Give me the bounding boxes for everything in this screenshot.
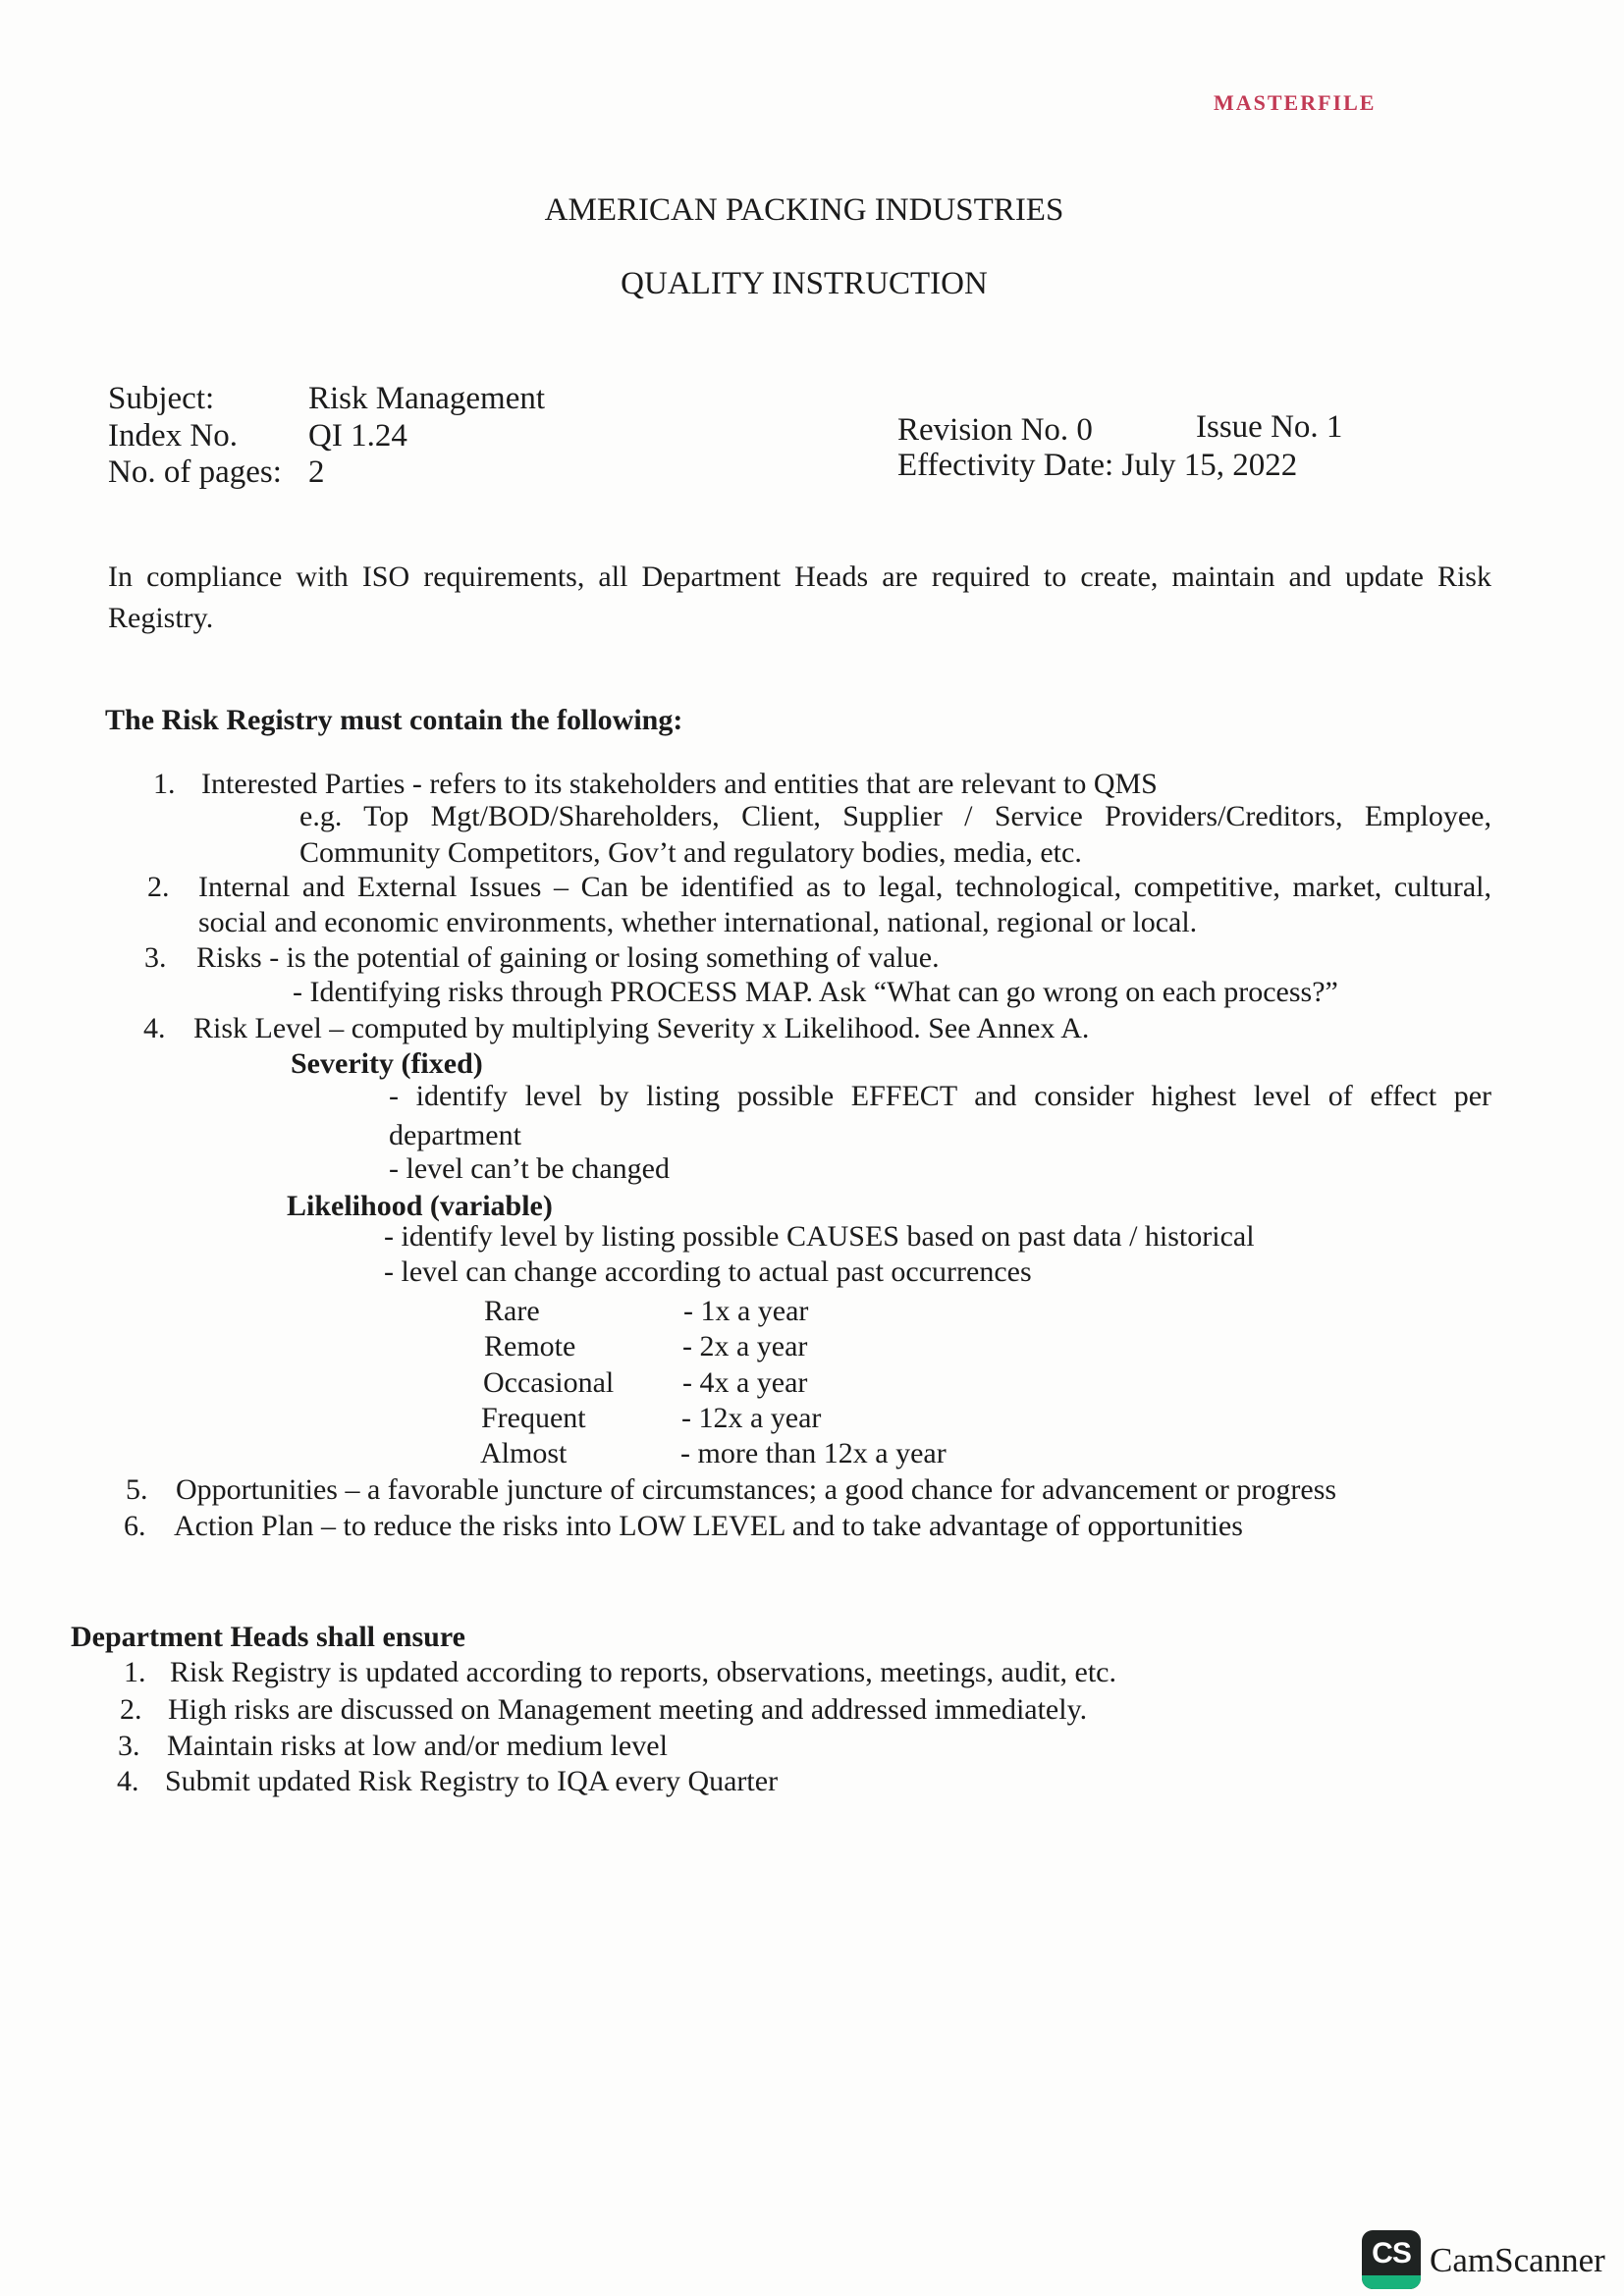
scale-frequency: - more than 12x a year [680, 1437, 947, 1469]
issue-number: Issue No. 1 [1196, 409, 1343, 445]
list-item-text: Submit updated Risk Registry to IQA every Quarter [165, 1765, 779, 1797]
intro-line: Registry. [108, 602, 214, 634]
list-item-text: Risk Level – computed by multiplying Severity x Likelihood. See Annex A. [193, 1012, 1090, 1044]
likelihood-line: - level can change according to actual past occurrences [384, 1255, 1032, 1288]
severity-line: - identify level by listing possible EFFECT and consider highest level of effect per [389, 1080, 1491, 1112]
document-type: QUALITY INSTRUCTION [621, 266, 988, 301]
list-number: 4. [143, 1012, 166, 1044]
registry-heading: The Risk Registry must contain the following: [105, 704, 683, 736]
list-item-text: Risks - is the potential of gaining or losing something of value. [196, 941, 940, 974]
company-name: AMERICAN PACKING INDUSTRIES [544, 192, 1064, 228]
list-number: 2. [120, 1693, 142, 1726]
revision-number: Revision No. 0 [897, 412, 1093, 448]
severity-line: - level can’t be changed [389, 1152, 670, 1185]
camscanner-logo-icon [1362, 2230, 1421, 2289]
list-number: 1. [124, 1656, 146, 1688]
masterfile-stamp: MASTERFILE [1214, 90, 1377, 115]
list-item-subtext: e.g. Top Mgt/BOD/Shareholders, Client, Supplier / Service Providers/Creditors, Employee, [299, 800, 1491, 832]
logo-lettering: CS [1372, 2237, 1411, 2269]
list-number: 3. [118, 1730, 140, 1762]
index-label: Index No. [108, 418, 238, 454]
list-item-subtext: Community Competitors, Gov’t and regulatory bodies, media, etc. [299, 836, 1082, 869]
list-number: 3. [144, 941, 167, 974]
list-item-text: Opportunities – a favorable juncture of circumstances; a good chance for advancement or progress [176, 1473, 1337, 1506]
intro-line: In compliance with ISO requirements, all Department Heads are required to create, maintain and update Risk [108, 561, 1491, 593]
likelihood-line: - identify level by listing possible CAUSES based on past data / historical [384, 1220, 1255, 1253]
effectivity-date: Effectivity Date: July 15, 2022 [897, 448, 1298, 483]
list-item-text: Interested Parties - refers to its stakeholders and entities that are relevant to QMS [201, 768, 1158, 800]
severity-line: department [389, 1119, 521, 1151]
list-item-text: Action Plan – to reduce the risks into LOW LEVEL and to take advantage of opportunities [174, 1510, 1243, 1542]
scale-frequency: - 2x a year [682, 1330, 808, 1362]
list-number: 6. [124, 1510, 146, 1542]
scale-level: Almost [480, 1437, 568, 1469]
subject-label: Subject: [108, 381, 215, 416]
camscanner-brand: CamScanner [1430, 2241, 1605, 2279]
subject-value: Risk Management [308, 381, 546, 416]
list-number: 4. [117, 1765, 139, 1797]
list-item-subtext: - Identifying risks through PROCESS MAP. Ask “What can go wrong on each process?” [293, 976, 1338, 1008]
scale-level: Frequent [481, 1402, 586, 1434]
list-item-text: Risk Registry is updated according to reports, observations, meetings, audit, etc. [170, 1656, 1116, 1688]
list-item-text: Maintain risks at low and/or medium level [167, 1730, 668, 1762]
index-value: QI 1.24 [308, 418, 407, 454]
department-heads-heading: Department Heads shall ensure [71, 1621, 465, 1653]
scale-frequency: - 1x a year [683, 1295, 809, 1327]
pages-label: No. of pages: [108, 454, 282, 490]
list-number: 2. [147, 871, 170, 903]
scale-frequency: - 4x a year [682, 1366, 808, 1399]
severity-heading: Severity (fixed) [291, 1047, 483, 1080]
logo-accent [1362, 2275, 1421, 2289]
scale-level: Rare [484, 1295, 540, 1327]
list-number: 5. [126, 1473, 148, 1506]
pages-value: 2 [308, 454, 325, 490]
likelihood-heading: Likelihood (variable) [287, 1190, 553, 1222]
scale-level: Remote [484, 1330, 576, 1362]
list-number: 1. [153, 768, 176, 800]
list-item-text: Internal and External Issues – Can be identified as to legal, technological, competitive, market, cultural, [198, 871, 1491, 903]
scale-level: Occasional [483, 1366, 615, 1399]
list-item-text: High risks are discussed on Management meeting and addressed immediately. [168, 1693, 1088, 1726]
scale-frequency: - 12x a year [681, 1402, 822, 1434]
list-item-text: social and economic environments, whether international, national, regional or local. [198, 906, 1198, 938]
